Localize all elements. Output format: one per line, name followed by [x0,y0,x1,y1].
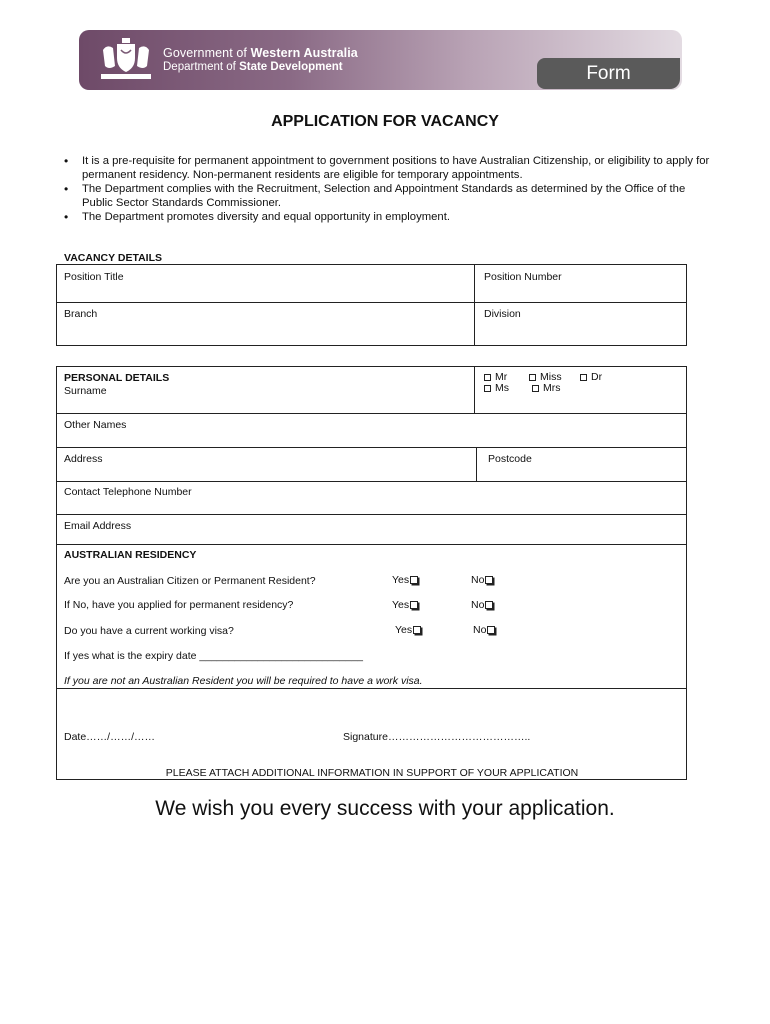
working-visa-question: Do you have a current working visa? [64,625,234,637]
divider [57,447,686,448]
surname-field[interactable]: Surname [64,385,107,397]
divider [476,447,477,481]
address-field[interactable]: Address [64,453,103,465]
title-option-mrs[interactable]: Mrs [532,382,561,394]
bullet-item: • It is a pre-requisite for permanent appointment to government positions to have Australian Citizenship, or eligibility to apply for permanent residency. Non-permanent residents are eligible for temporary appointments. [62,154,712,182]
email-address-field[interactable]: Email Address [64,520,132,532]
visa-no-option[interactable]: No [473,624,495,636]
signature-field[interactable]: Signature………………………………….. [343,731,531,743]
australian-residency-heading: AUSTRALIAN RESIDENCY [64,549,197,561]
position-title-field[interactable]: Position Title [64,271,124,283]
page-title: APPLICATION FOR VACANCY [271,113,499,130]
divider [57,413,686,414]
checkbox[interactable] [485,576,493,584]
checkbox[interactable] [410,601,418,609]
checkbox[interactable] [580,374,587,381]
divider [57,514,686,515]
work-visa-note: If you are not an Australian Resident you will be required to have a work visa. [64,675,423,687]
checkbox[interactable] [413,626,421,634]
personal-details-heading: PERSONAL DETAILS [64,372,170,384]
checkbox[interactable] [484,385,491,392]
bullet-item: • The Department promotes diversity and equal opportunity in employment. [62,210,712,224]
divider [474,265,475,345]
citizen-yes-option[interactable]: Yes [392,574,418,586]
checkbox[interactable] [529,374,536,381]
bullet-item: • The Department complies with the Recruitment, Selection and Appointment Standards as determined by the Office of the Public Sector Standards Commissioner. [62,182,712,210]
government-name: Government of Western Australia [163,46,358,60]
applied-yes-option[interactable]: Yes [392,599,418,611]
divider [474,367,475,413]
form-tab: Form [537,58,680,89]
visa-expiry-field[interactable]: If yes what is the expiry date ____________________________ [64,650,363,662]
division-field[interactable]: Division [484,308,521,320]
coat-of-arms-icon [95,36,157,84]
title-option-miss[interactable]: Miss [529,371,562,383]
applied-no-option[interactable]: No [471,599,493,611]
checkbox[interactable] [484,374,491,381]
department-name: Department of State Development [163,61,343,73]
divider [57,544,686,545]
closing-message: We wish you every success with your application. [155,797,615,820]
title-option-dr[interactable]: Dr [580,371,602,383]
residency-applied-question: If No, have you applied for permanent residency? [64,599,294,611]
checkbox[interactable] [532,385,539,392]
other-names-field[interactable]: Other Names [64,419,127,431]
position-number-field[interactable]: Position Number [484,271,562,283]
checkbox[interactable] [485,601,493,609]
vacancy-details-table [56,264,687,346]
branch-field[interactable]: Branch [64,308,98,320]
divider [57,302,686,303]
citizen-question: Are you an Australian Citizen or Permanent Resident? [64,575,316,587]
contact-telephone-field[interactable]: Contact Telephone Number [64,486,192,498]
title-option-mr[interactable]: Mr [484,371,507,383]
header-banner [79,30,682,90]
personal-details-table [56,366,687,780]
vacancy-details-heading: VACANCY DETAILS [64,252,163,264]
divider [57,481,686,482]
divider [57,688,686,689]
citizen-no-option[interactable]: No [471,574,493,586]
attach-note: PLEASE ATTACH ADDITIONAL INFORMATION IN SUPPORT OF YOUR APPLICATION [165,767,579,779]
checkbox[interactable] [410,576,418,584]
title-option-ms[interactable]: Ms [484,382,509,394]
checkbox[interactable] [487,626,495,634]
bullet-list [62,154,712,224]
date-field[interactable]: Date……/……/…… [64,731,156,743]
visa-yes-option[interactable]: Yes [395,624,421,636]
postcode-field[interactable]: Postcode [488,453,532,465]
